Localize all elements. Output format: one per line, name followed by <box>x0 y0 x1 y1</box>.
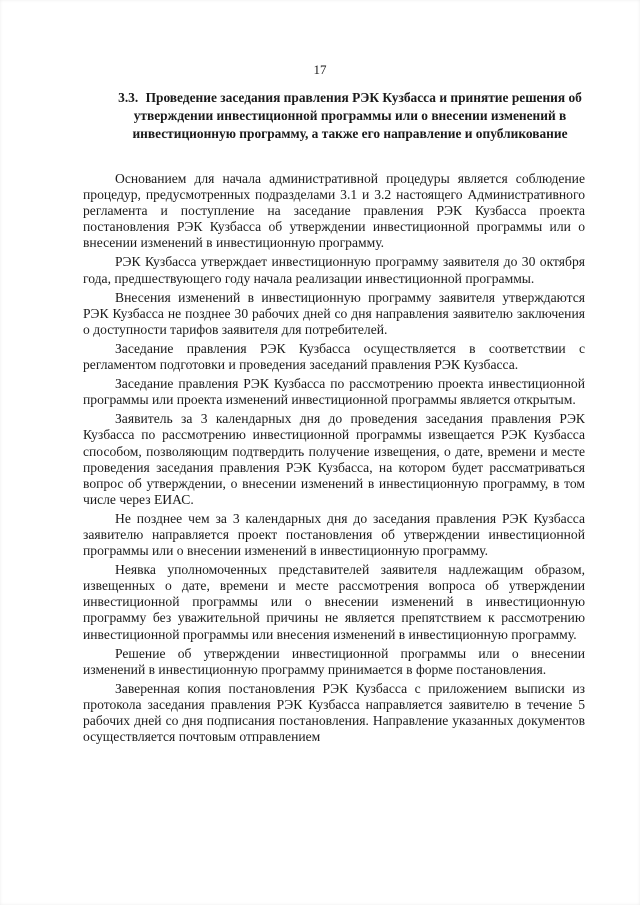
paragraph: Заявитель за 3 календарных дня до проведения заседания правления РЭК Кузбасса по рассмотрению инвестиционной программы извещается РЭК Кузбасса способом, позволяющим подтвердить получение извещения, о дате, времени и месте проведения заседания правления РЭК Кузбасса, на котором будет рассматриваться вопрос об утверждении, о внесении изменений в инвестиционную программу, в том числе через ЕИАС. <box>83 411 585 507</box>
body-text <box>83 171 585 745</box>
paragraph: Внесения изменений в инвестиционную программу заявителя утверждаются РЭК Кузбасса не позднее 30 рабочих дней со дня направления заявителю заключения о доступности тарифов заявителя для потребителей. <box>83 289 585 337</box>
paragraph: Заседание правления РЭК Кузбасса осуществляется в соответствии с регламентом подготовки и проведения заседаний правления РЭК Кузбасса. <box>83 340 585 373</box>
page-number: 17 <box>313 62 327 77</box>
paragraph: РЭК Кузбасса утверждает инвестиционную программу заявителя до 30 октября года, предшествующего году начала реализации инвестиционной программы. <box>83 254 585 286</box>
paragraph: Не позднее чем за 3 календарных дня до заседания правления РЭК Кузбасса заявителю направляется проект постановления об утверждении инвестиционной программы или о внесении изменений в инвестиционную программу. <box>83 510 585 559</box>
paragraph: Решение об утверждении инвестиционной программы или о внесении изменений в инвестиционную программу принимается в форме постановления. <box>83 645 585 677</box>
section-heading <box>118 89 582 143</box>
paragraph: Основанием для начала административной процедуры является соблюдение процедур, предусмотренных подразделами 3.1 и 3.2 настоящего Административного регламента и поступление на заседание правления РЭК Кузбасса проекта постановления РЭК Кузбасса об утверждении инвестиционной программы или о внесении изменений в инвестиционную программу. <box>83 171 585 251</box>
section-number: 3.3. <box>118 90 139 105</box>
paragraph: Неявка уполномоченных представителей заявителя надлежащим образом, извещенных о дате, времени и месте рассмотрения вопроса об утверждении инвестиционной программы или о внесении изменений в инвестиционную программу без уважительной причины не является препятствием к рассмотрению инвестиционной программы или внесения изменений в инвестиционную программу. <box>83 562 585 642</box>
paragraph: Заверенная копия постановления РЭК Кузбасса с приложением выписки из протокола заседания правления РЭК Кузбасса направляется заявителю в течение 5 рабочих дней со дня подписания постановления. Направление указанных документов осуществляется почтовым отправлением <box>83 680 585 745</box>
paragraph: Заседание правления РЭК Кузбасса по рассмотрению проекта инвестиционной программы или проекта изменений инвестиционной программы является открытым. <box>83 376 585 408</box>
section-title: Проведение заседания правления РЭК Кузбасса и принятие решения об утверждении инвестиционной программы или о внесении изменений в инвестиционную программу, а также его направление и опубликование <box>132 90 582 141</box>
